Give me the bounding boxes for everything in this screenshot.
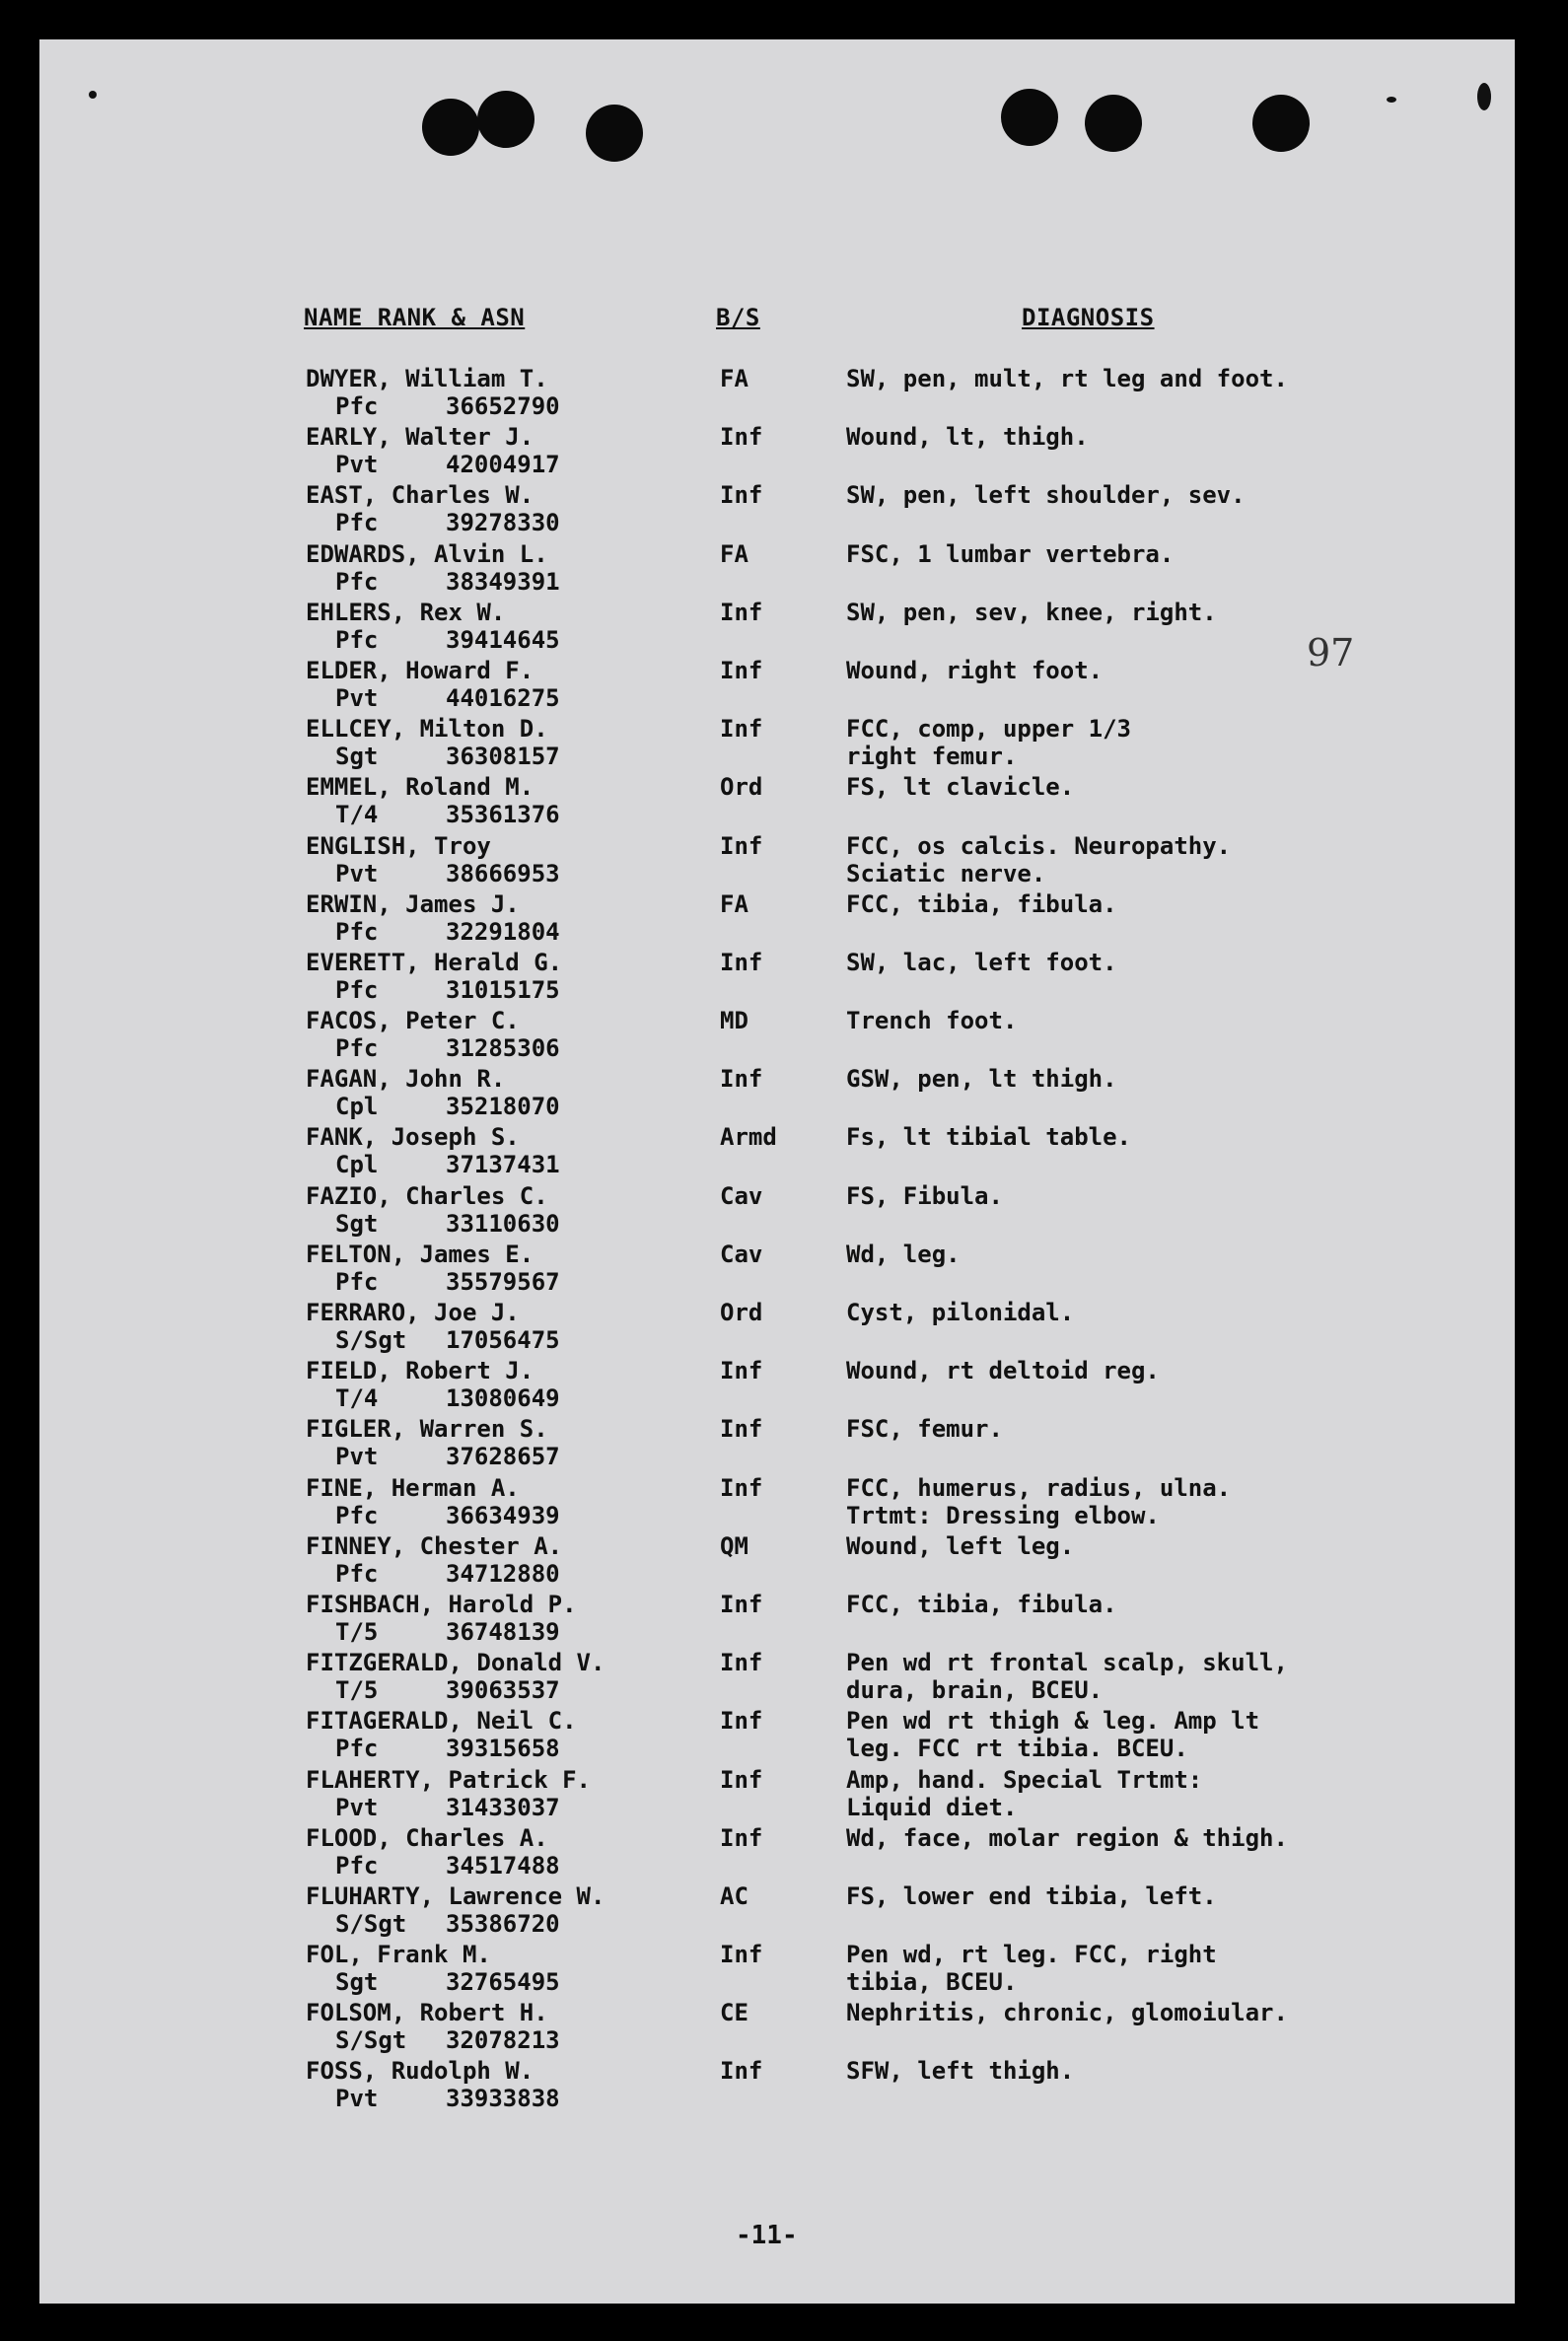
patient-rank: Cpl: [335, 1093, 379, 1121]
branch-of-service: Inf: [720, 1707, 763, 1736]
patient-rank: Pfc: [335, 1851, 379, 1880]
patient-asn: 35579567: [446, 1267, 560, 1296]
patient-rank: T/4: [335, 801, 379, 829]
patient-asn: 36652790: [446, 392, 560, 420]
diagnosis: FCC, humerus, radius, ulna. Trtmt: Dressing elbow.: [846, 1473, 1232, 1529]
diagnosis: SW, pen, left shoulder, sev.: [846, 481, 1246, 510]
patient-name: ELDER, Howard F.: [306, 656, 535, 684]
diagnosis: SW, lac, left foot.: [846, 948, 1117, 976]
patient-rank: Pvt: [335, 1443, 379, 1471]
patient-rank: Pfc: [335, 917, 379, 946]
patient-name: EHLERS, Rex W.: [306, 598, 506, 626]
patient-name: FIGLER, Warren S.: [306, 1415, 548, 1444]
branch-of-service: Ord: [720, 1299, 763, 1326]
diagnosis: GSW, pen, lt thigh.: [846, 1065, 1117, 1094]
patient-asn: 38349391: [446, 567, 560, 596]
list-item: [306, 1766, 1489, 1824]
diagnosis: Fs, lt tibial table.: [846, 1123, 1131, 1152]
patient-asn: 35386720: [446, 1909, 560, 1938]
patient-rank: Pfc: [335, 625, 379, 654]
branch-of-service: Inf: [720, 1590, 763, 1618]
diagnosis: SW, pen, sev, knee, right.: [846, 598, 1217, 626]
patient-rank: Pvt: [335, 2085, 379, 2113]
patient-name: ERWIN, James J.: [306, 889, 520, 918]
patient-rank: Pfc: [335, 1501, 379, 1529]
list-item: [306, 949, 1489, 1007]
branch-of-service: Inf: [720, 481, 763, 510]
patient-asn: 33110630: [446, 1209, 560, 1238]
document-page: [39, 39, 1515, 2304]
speck: [89, 91, 97, 99]
patient-asn: 39278330: [446, 509, 560, 537]
punch-hole: [1085, 95, 1142, 152]
diagnosis: FCC, tibia, fibula.: [846, 1590, 1117, 1618]
list-item: [306, 365, 1489, 423]
branch-of-service: AC: [720, 1881, 748, 1910]
list-item: [306, 1824, 1489, 1882]
branch-of-service: Ord: [720, 773, 763, 802]
patient-asn: 32765495: [446, 1968, 560, 1997]
header-bs: B/S: [716, 304, 760, 331]
patient-name: FITAGERALD, Neil C.: [306, 1707, 577, 1736]
patient-name: FLUHARTY, Lawrence W.: [306, 1881, 606, 1910]
branch-of-service: Armd: [720, 1123, 777, 1152]
list-item: [306, 773, 1489, 831]
patient-name: EDWARDS, Alvin L.: [306, 539, 548, 568]
diagnosis: FSC, femur.: [846, 1415, 1003, 1444]
header-diagnosis: DIAGNOSIS: [1022, 304, 1155, 331]
list-item: [306, 1999, 1489, 2057]
patient-asn: 32291804: [446, 917, 560, 946]
patient-rank: Sgt: [335, 1209, 379, 1238]
diagnosis: FCC, tibia, fibula.: [846, 889, 1117, 918]
patient-rank: S/Sgt: [335, 1326, 407, 1354]
diagnosis: Wound, right foot.: [846, 656, 1104, 684]
patient-rank: S/Sgt: [335, 1909, 407, 1938]
patient-rank: Sgt: [335, 1968, 379, 1997]
list-item: [306, 890, 1489, 949]
list-item: [306, 1707, 1489, 1765]
list-item: [306, 1649, 1489, 1707]
patient-rank: Cpl: [335, 1151, 379, 1179]
patient-asn: 39063537: [446, 1676, 560, 1705]
patient-rank: Pfc: [335, 509, 379, 537]
margin-note: 97: [1307, 631, 1355, 674]
patient-rank: Pfc: [335, 1034, 379, 1063]
patient-rank: Pfc: [335, 567, 379, 596]
patient-name: EARLY, Walter J.: [306, 423, 535, 452]
branch-of-service: Inf: [720, 423, 763, 452]
patient-name: ELLCEY, Milton D.: [306, 715, 548, 744]
list-item: [306, 1299, 1489, 1357]
branch-of-service: MD: [720, 1007, 748, 1035]
patient-name: FANK, Joseph S.: [306, 1123, 520, 1152]
punch-hole: [477, 91, 535, 148]
header-name: NAME RANK & ASN: [304, 304, 526, 331]
patient-rank: Pvt: [335, 859, 379, 887]
diagnosis: Nephritis, chronic, glomoiular.: [846, 1999, 1288, 2027]
punch-hole: [422, 99, 479, 156]
branch-of-service: FA: [720, 365, 748, 392]
patient-rank: Pfc: [335, 975, 379, 1004]
patient-asn: 39414645: [446, 625, 560, 654]
patient-asn: 33933838: [446, 2085, 560, 2113]
patient-name: FLAHERTY, Patrick F.: [306, 1765, 591, 1794]
punch-hole: [1252, 95, 1310, 152]
patient-rank: Pvt: [335, 1793, 379, 1821]
speck: [1477, 83, 1491, 110]
diagnosis: Amp, hand. Special Trtmt: Liquid diet.: [846, 1765, 1203, 1821]
diagnosis: Pen wd rt frontal scalp, skull, dura, brain, BCEU.: [846, 1649, 1288, 1705]
list-item: [306, 540, 1489, 599]
patient-name: FACOS, Peter C.: [306, 1007, 520, 1035]
patient-name: FISHBACH, Harold P.: [306, 1590, 577, 1618]
branch-of-service: FA: [720, 539, 748, 568]
branch-of-service: FA: [720, 889, 748, 918]
patient-rank: Pvt: [335, 451, 379, 479]
patient-asn: 31285306: [446, 1034, 560, 1063]
list-item: [306, 1182, 1489, 1241]
branch-of-service: Inf: [720, 948, 763, 976]
branch-of-service: QM: [720, 1531, 748, 1560]
branch-of-service: Inf: [720, 831, 763, 860]
patient-rank: Sgt: [335, 743, 379, 771]
patient-asn: 39315658: [446, 1735, 560, 1763]
patient-asn: 36634939: [446, 1501, 560, 1529]
patient-rank: T/5: [335, 1617, 379, 1646]
branch-of-service: Inf: [720, 1473, 763, 1502]
punch-hole: [1001, 89, 1058, 146]
patient-rank: T/5: [335, 1676, 379, 1705]
branch-of-service: Inf: [720, 1065, 763, 1094]
patient-name: FAZIO, Charles C.: [306, 1181, 548, 1210]
patient-asn: 35361376: [446, 801, 560, 829]
patient-name: FOSS, Rudolph W.: [306, 2057, 535, 2086]
diagnosis: Wound, rt deltoid reg.: [846, 1357, 1160, 1385]
speck: [1387, 97, 1396, 103]
casualty-list: [306, 365, 1489, 2116]
diagnosis: Trench foot.: [846, 1007, 1018, 1035]
patient-name: EVERETT, Herald G.: [306, 948, 563, 976]
patient-name: DWYER, William T.: [306, 365, 548, 392]
list-item: [306, 1415, 1489, 1473]
patient-rank: T/4: [335, 1384, 379, 1413]
patient-asn: 36748139: [446, 1617, 560, 1646]
list-item: [306, 1532, 1489, 1591]
patient-rank: Pvt: [335, 683, 379, 712]
patient-name: FELTON, James E.: [306, 1240, 535, 1268]
punch-hole: [586, 105, 643, 162]
patient-asn: 34712880: [446, 1559, 560, 1588]
page-number: -11-: [736, 2221, 798, 2250]
diagnosis: FCC, os calcis. Neuropathy. Sciatic nerve.: [846, 831, 1232, 887]
branch-of-service: Inf: [720, 1415, 763, 1444]
patient-name: ENGLISH, Troy: [306, 831, 491, 860]
list-item: [306, 423, 1489, 481]
list-item: [306, 1007, 1489, 1065]
branch-of-service: Inf: [720, 1357, 763, 1385]
list-item: [306, 1357, 1489, 1415]
branch-of-service: CE: [720, 1999, 748, 2027]
list-item: [306, 1241, 1489, 1299]
patient-rank: S/Sgt: [335, 2026, 407, 2055]
patient-name: FLOOD, Charles A.: [306, 1823, 548, 1852]
diagnosis: SW, pen, mult, rt leg and foot.: [846, 365, 1288, 392]
diagnosis: Cyst, pilonidal.: [846, 1299, 1075, 1326]
patient-asn: 31015175: [446, 975, 560, 1004]
patient-asn: 13080649: [446, 1384, 560, 1413]
branch-of-service: Inf: [720, 1765, 763, 1794]
diagnosis: FCC, comp, upper 1/3 right femur.: [846, 715, 1131, 771]
patient-asn: 32078213: [446, 2026, 560, 2055]
patient-asn: 38666953: [446, 859, 560, 887]
list-item: [306, 481, 1489, 539]
branch-of-service: Inf: [720, 598, 763, 626]
branch-of-service: Cav: [720, 1240, 763, 1268]
patient-rank: Pfc: [335, 1559, 379, 1588]
list-item: [306, 1591, 1489, 1649]
patient-asn: 35218070: [446, 1093, 560, 1121]
list-item: [306, 2057, 1489, 2115]
diagnosis: FS, Fibula.: [846, 1181, 1003, 1210]
patient-rank: Pfc: [335, 392, 379, 420]
patient-asn: 44016275: [446, 683, 560, 712]
diagnosis: FS, lower end tibia, left.: [846, 1881, 1217, 1910]
list-item: [306, 1474, 1489, 1532]
patient-asn: 17056475: [446, 1326, 560, 1354]
list-item: [306, 715, 1489, 773]
patient-name: FERRARO, Joe J.: [306, 1299, 520, 1326]
diagnosis: Wound, lt, thigh.: [846, 423, 1089, 452]
patient-asn: 34517488: [446, 1851, 560, 1880]
patient-name: EAST, Charles W.: [306, 481, 535, 510]
diagnosis: SFW, left thigh.: [846, 2057, 1075, 2086]
patient-name: FOLSOM, Robert H.: [306, 1999, 548, 2027]
branch-of-service: Inf: [720, 2057, 763, 2086]
patient-asn: 37628657: [446, 1443, 560, 1471]
list-item: [306, 1065, 1489, 1123]
branch-of-service: Inf: [720, 1823, 763, 1852]
branch-of-service: Inf: [720, 656, 763, 684]
diagnosis: Pen wd rt thigh & leg. Amp lt leg. FCC rt tibia. BCEU.: [846, 1707, 1260, 1763]
patient-name: EMMEL, Roland M.: [306, 773, 535, 802]
list-item: [306, 832, 1489, 890]
patient-asn: 42004917: [446, 451, 560, 479]
branch-of-service: Cav: [720, 1181, 763, 1210]
patient-asn: 37137431: [446, 1151, 560, 1179]
patient-name: FINE, Herman A.: [306, 1473, 520, 1502]
list-item: [306, 1123, 1489, 1181]
diagnosis: Pen wd, rt leg. FCC, right tibia, BCEU.: [846, 1941, 1217, 1997]
list-item: [306, 1941, 1489, 1999]
patient-name: FINNEY, Chester A.: [306, 1531, 563, 1560]
patient-name: FITZGERALD, Donald V.: [306, 1649, 606, 1677]
patient-name: FIELD, Robert J.: [306, 1357, 535, 1385]
patient-asn: 31433037: [446, 1793, 560, 1821]
branch-of-service: Inf: [720, 1941, 763, 1969]
patient-name: FOL, Frank M.: [306, 1941, 491, 1969]
patient-rank: Pfc: [335, 1735, 379, 1763]
diagnosis: Wound, left leg.: [846, 1531, 1075, 1560]
patient-asn: 36308157: [446, 743, 560, 771]
diagnosis: Wd, face, molar region & thigh.: [846, 1823, 1288, 1852]
diagnosis: FS, lt clavicle.: [846, 773, 1075, 802]
diagnosis: FSC, 1 lumbar vertebra.: [846, 539, 1175, 568]
patient-rank: Pfc: [335, 1267, 379, 1296]
diagnosis: Wd, leg.: [846, 1240, 961, 1268]
branch-of-service: Inf: [720, 1649, 763, 1677]
patient-name: FAGAN, John R.: [306, 1065, 506, 1094]
branch-of-service: Inf: [720, 715, 763, 744]
list-item: [306, 1882, 1489, 1941]
